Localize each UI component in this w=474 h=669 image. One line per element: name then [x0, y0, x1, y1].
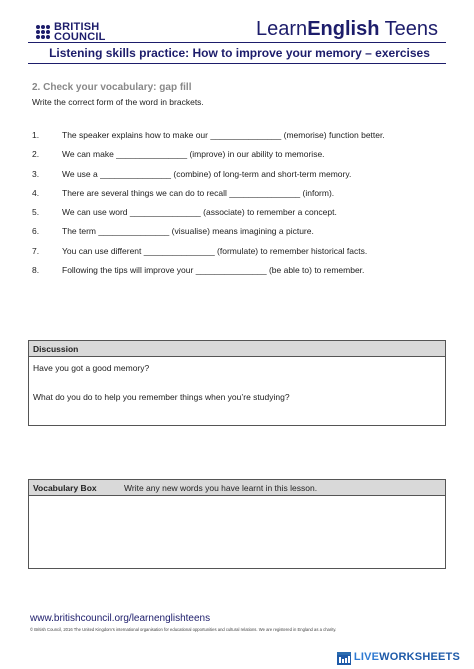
- footer-note: © British Council, 2016 The United Kingdom’s international organisation for educational opportunities and cultural relations. We are registered in England as a charity.: [30, 627, 337, 632]
- learnenglish-teens-brand: [256, 18, 438, 41]
- item-sentence: We can use word _______________ (associate) to remember a concept.: [62, 207, 337, 218]
- gap-fill-item: [32, 188, 452, 207]
- vocabulary-header: [29, 480, 445, 496]
- header-divider: [28, 42, 446, 43]
- item-sentence: Following the tips will improve your _______________ (be able to) to remember.: [62, 265, 365, 276]
- item-sentence: The term _______________ (visualise) means imagining a picture.: [62, 226, 314, 237]
- discussion-label: Discussion: [33, 343, 79, 354]
- instructions: Write the correct form of the word in brackets.: [32, 97, 204, 107]
- gap-fill-item: [32, 130, 452, 149]
- brand-english: English: [307, 18, 380, 40]
- badge-live: LIVE: [353, 651, 380, 663]
- british-council-wordmark: [54, 22, 106, 42]
- gap-fill-item: [32, 265, 452, 284]
- item-number: 1.: [32, 130, 40, 140]
- vocabulary-box: [28, 479, 446, 569]
- gap-fill-item: [32, 226, 452, 245]
- item-number: 3.: [32, 168, 40, 179]
- discussion-question-1: Have you got a good memory?: [33, 363, 150, 373]
- discussion-question-2: What do you do to help you remember things when you’re studying?: [33, 392, 290, 402]
- item-number: 6.: [32, 226, 40, 237]
- brand-learn: Learn: [256, 18, 308, 40]
- liveworksheets-badge[interactable]: [337, 651, 460, 663]
- item-number: 5.: [32, 207, 40, 218]
- discussion-box: [28, 340, 446, 426]
- brand-teens: Teens: [379, 18, 438, 40]
- gap-fill-item: [32, 169, 452, 188]
- british-council-dots-icon: [36, 25, 50, 39]
- gap-fill-item: [32, 149, 452, 168]
- section-heading: 2. Check your vocabulary: gap fill: [32, 82, 192, 93]
- item-number: 8.: [32, 265, 40, 276]
- item-sentence: The speaker explains how to make our _______________ (memorise) function better.: [62, 130, 385, 140]
- logo-line-1: BRITISH: [54, 21, 100, 33]
- item-sentence: We can make _______________ (improve) in our ability to memorise.: [62, 149, 325, 160]
- liveworksheets-logo-icon: [337, 652, 351, 662]
- logo-line-2: COUNCIL: [54, 31, 106, 43]
- item-number: 7.: [32, 245, 40, 256]
- liveworksheets-wordmark: [354, 651, 460, 663]
- item-number: 4.: [32, 187, 40, 198]
- item-sentence: There are several things we can do to recall _______________ (inform).: [62, 187, 335, 198]
- item-sentence: You can use different _______________ (formulate) to remember historical facts.: [62, 245, 368, 256]
- vocabulary-note: Write any new words you have learnt in this lesson.: [124, 482, 318, 493]
- badge-worksheets: WORKSHEETS: [379, 651, 460, 663]
- page-title: Listening skills practice: How to improve your memory – exercises: [49, 46, 430, 60]
- british-council-logo: [36, 22, 106, 42]
- item-sentence: We use a _______________ (combine) of long-term and short-term memory.: [62, 168, 352, 179]
- vocabulary-label: Vocabulary Box: [33, 482, 97, 493]
- title-divider: [28, 63, 446, 64]
- gap-fill-item: [32, 246, 452, 265]
- footer-url[interactable]: www.britishcouncil.org/learnenglishteens: [30, 613, 211, 624]
- discussion-header: [29, 341, 445, 357]
- gap-fill-list: [32, 130, 452, 284]
- vocabulary-write-area[interactable]: [29, 497, 445, 568]
- item-number: 2.: [32, 149, 40, 160]
- gap-fill-item: [32, 207, 452, 226]
